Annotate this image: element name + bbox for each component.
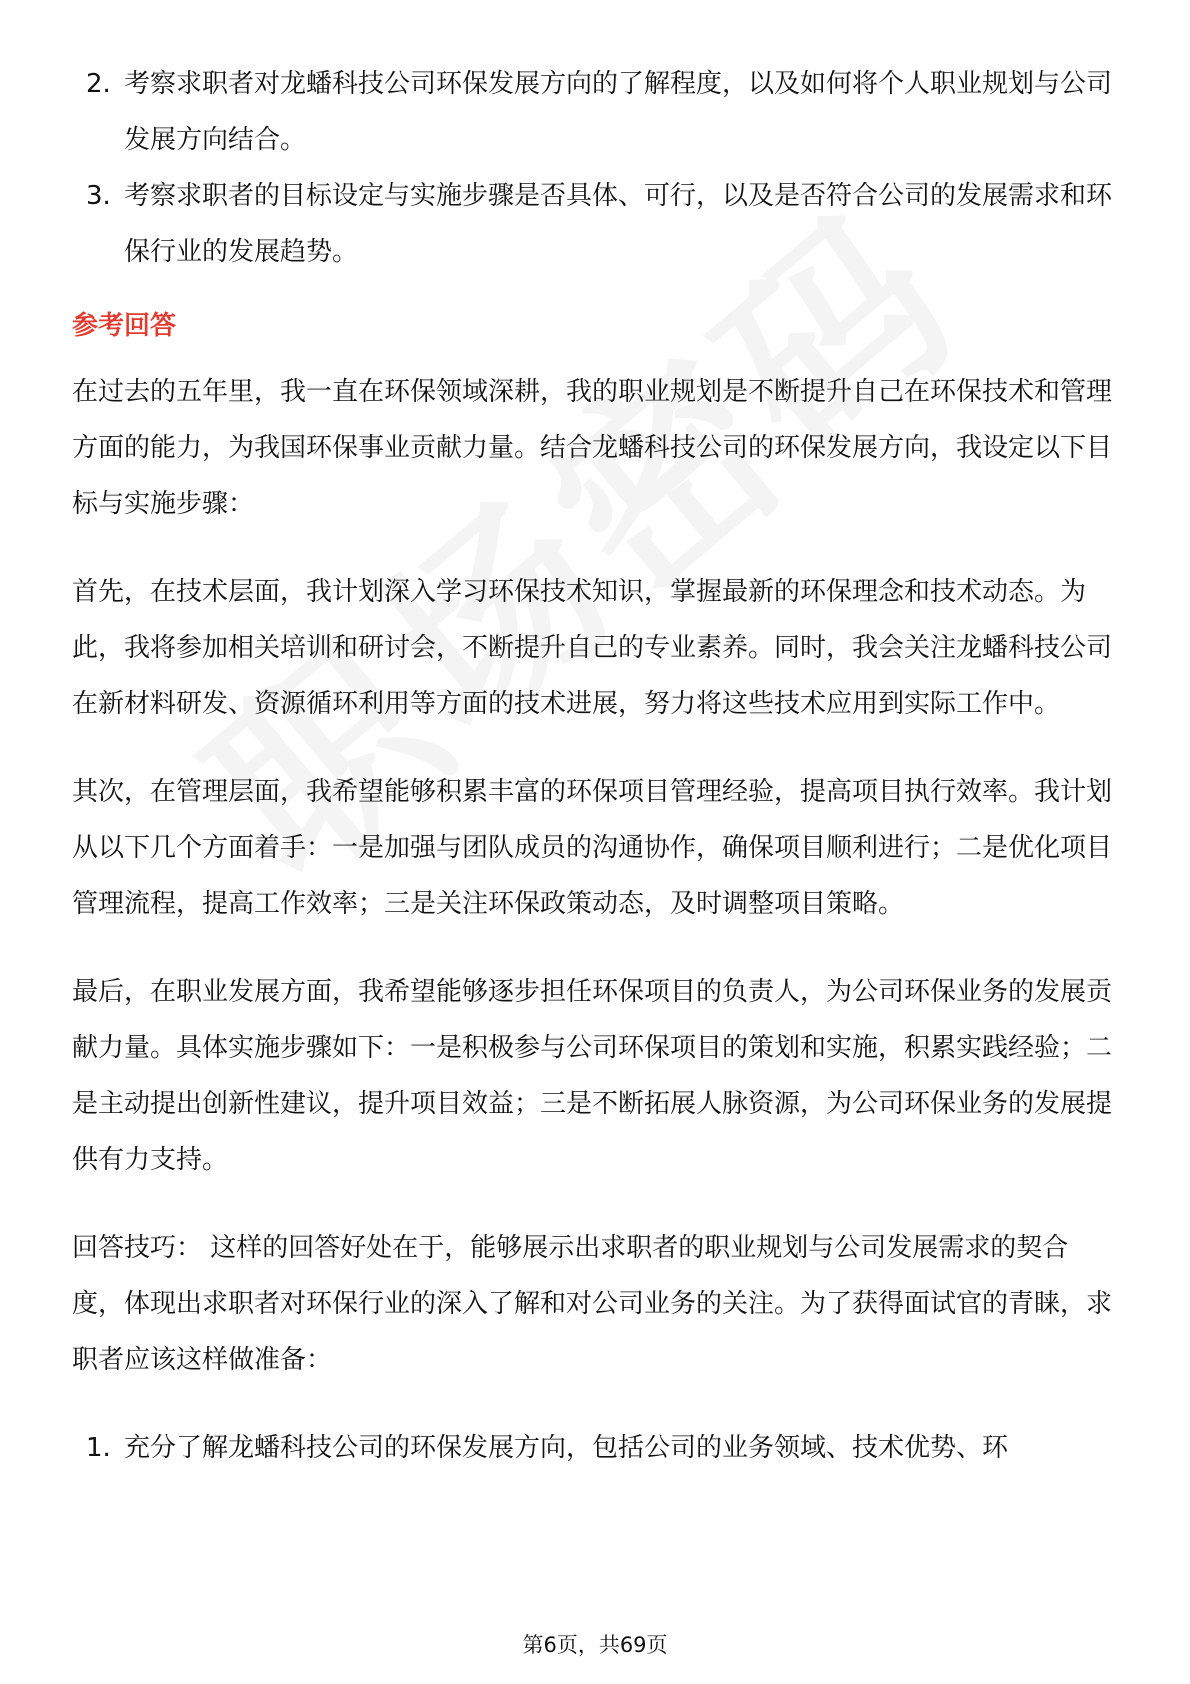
paragraph: 其次，在管理层面，我希望能够积累丰富的环保项目管理经验，提高项目执行效率。我计划从以下几个方面着手：一是加强与团队成员的沟通协作，确保项目顺利进行；二是优化项目管理流程，提高工作效率；三是关注环保政策动态，及时调整项目策略。: [72, 777, 1113, 919]
list-number: 2.: [86, 69, 111, 99]
paragraph: 在过去的五年里，我一直在环保领域深耕，我的职业规划是不断提升自己在环保技术和管理方面的能力，为我国环保事业贡献力量。结合龙蟠科技公司的环保发展方向，我设定以下目标与实施步骤：: [72, 377, 1113, 519]
list-text: 考察求职者对龙蟠科技公司环保发展方向的了解程度，以及如何将个人职业规划与公司发展方向结合。: [124, 69, 1113, 155]
section-title: 参考回答: [72, 311, 177, 341]
answer-tips-paragraph: 回答技巧： 这样的回答好处在于，能够展示出求职者的职业规划与公司发展需求的契合度，体现出求职者对环保行业的深入了解和对公司业务的关注。为了获得面试官的青睐，求职者应该这样做准备：: [72, 1233, 1113, 1375]
document-body: [72, 56, 1120, 1476]
paragraph: 最后，在职业发展方面，我希望能够逐步担任环保项目的负责人，为公司环保业务的发展贡献力量。具体实施步骤如下：一是积极参与公司环保项目的策划和实施，积累实践经验；二是主动提出创新性建议，提升项目效益；三是不断拓展人脉资源，为公司环保业务的发展提供有力支持。: [72, 977, 1113, 1175]
list-number: 3.: [86, 181, 111, 211]
list-item: [72, 1420, 1120, 1476]
list-item: [72, 56, 1120, 168]
list-text: 考察求职者的目标设定与实施步骤是否具体、可行，以及是否符合公司的发展需求和环保行业的发展趋势。: [124, 181, 1113, 267]
list-text: 充分了解龙蟠科技公司的环保发展方向，包括公司的业务领域、技术优势、环: [124, 1433, 1009, 1463]
list-number: 1.: [86, 1433, 111, 1463]
page-number-footer: 第6页，共69页: [522, 1633, 668, 1657]
list-item: [72, 168, 1120, 280]
paragraph: 首先，在技术层面，我计划深入学习环保技术知识，掌握最新的环保理念和技术动态。为此，我将参加相关培训和研讨会，不断提升自己的专业素养。同时，我会关注龙蟠科技公司在新材料研发、资源循环利用等方面的技术进展，努力将这些技术应用到实际工作中。: [72, 577, 1113, 719]
